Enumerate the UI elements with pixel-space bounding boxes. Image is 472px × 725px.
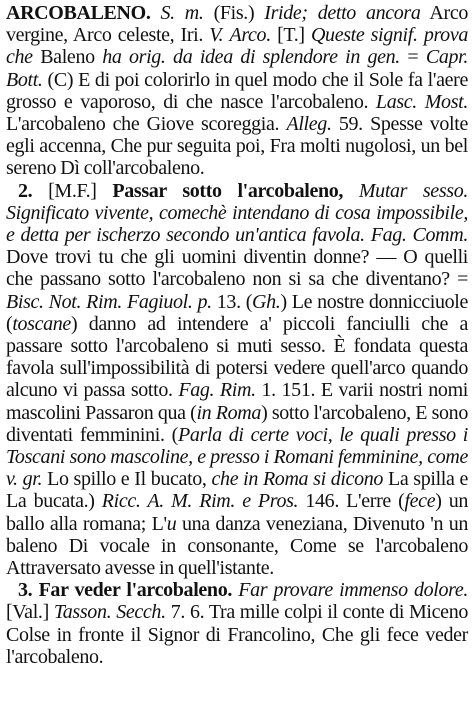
entry-text-segment: 2. — [18, 179, 33, 202]
entry-text-segment: Baleno — [32, 46, 103, 69]
entry-text-segment: Gh. — [252, 290, 281, 313]
entry-text-segment: Parla di certe voci, le quali presso i Toscani sono mascoline, e presso i Romani femminine, come v. gr. — [6, 423, 469, 491]
entry-text-segment: ) Le nostre donnicciuole ( — [6, 290, 469, 335]
entry-text-segment: ) sotto l'arcobaleno, E sono diventati femminini. ( — [6, 401, 468, 446]
entry-text-segment — [343, 180, 359, 202]
entry-text-segment: Tasson. Secch. — [53, 601, 166, 624]
dictionary-sense-2 — [6, 180, 468, 580]
entry-text-segment: ha orig. da idea di splendore in gen. — [102, 46, 400, 69]
entry-text-segment: Arco vergine, Arco celeste, Iri. — [6, 2, 468, 47]
entry-text-segment: L'arcobaleno che Giove scoreggia. — [6, 113, 287, 136]
entry-text-segment: 13. ( — [211, 290, 253, 313]
entry-text-segment: Iride; detto ancora — [264, 2, 421, 24]
entry-text-segment: 7. 6. Tra mille colpi il conte di Miceno Colse in fronte il Signor di Francolino, Che gli fece veder l'arcobaleno. — [6, 601, 468, 668]
entry-text-segment: Passar sotto l'arcobaleno, — [112, 179, 344, 202]
entry-text-segment: La spilla e La bucata.) — [6, 468, 468, 513]
entry-text-segment: = — [399, 46, 426, 69]
dictionary-sense-3 — [6, 579, 468, 668]
entry-text-segment: [M.F.] — [32, 179, 113, 202]
entry-text-segment: Fag. Rim. — [178, 379, 256, 402]
entry-text-segment: Queste signif. prova che — [6, 24, 469, 69]
entry-text-segment: in Roma — [196, 401, 262, 424]
entry-text-segment: Fag. Comm. — [370, 224, 468, 247]
entry-text-segment: Lo spillo e Il bucato, — [42, 468, 212, 491]
entry-text-segment: u — [166, 512, 177, 535]
entry-text-segment: Arco. — [229, 24, 271, 47]
entry-text-segment: una danza veneziana, Divenuto 'n un baleno Di vocale in consonante, Come se l'arcobaleno Attraversato avesse in quell'istante. — [6, 512, 469, 580]
entry-text-segment: ARCOBALENO. — [6, 2, 151, 24]
entry-text-segment: Mutar sesso. Significato vivente, comechè intendano di cosa impossibile, e detta per ischerzo secondo un'antica favola. — [6, 179, 468, 247]
entry-text-segment: Alleg. — [286, 113, 332, 136]
entry-text-segment: V. — [209, 24, 224, 47]
entry-text-segment: Dove trovi tu che gli uomini diventin donne? — O quelli che passano sotto l'arcobaleno non si sa che diventano? = — [6, 246, 468, 291]
entry-text-segment: che in Roma si dicono — [211, 468, 384, 491]
entry-text-segment: S. m. — [150, 2, 204, 24]
entry-text-segment: [T.] — [270, 24, 311, 47]
entry-text-segment: (C) E di poi colorirlo in quel modo che il Sole fa l'aere grosso e vaporoso, di che nasce l'arcobaleno. — [6, 68, 468, 113]
entry-text-segment: 146. L'erre ( — [298, 490, 405, 513]
entry-text-segment: Far veder l'arcobaleno. — [38, 579, 233, 602]
entry-text-segment: (Fis.) — [203, 2, 265, 24]
entry-text-segment: ) un ballo alla romana; L' — [6, 490, 469, 535]
entry-text-segment: toscane — [12, 312, 71, 335]
entry-text-segment: ) danno ad intendere a' piccoli fanciulli che a passare sotto l'arcobaleno si muti sesso. È fondata questa favola sull'impossibilità di potersi vedere quell'arco quando alcuno vi passa sotto. — [6, 312, 468, 402]
entry-text-segment: Lasc. Most. — [375, 90, 468, 113]
dictionary-entry-arcobaleno — [6, 2, 468, 180]
entry-text-segment: Capr. Bott. — [6, 46, 468, 91]
entry-text-segment: 3. — [18, 579, 33, 602]
entry-text-segment: Far provare immenso dolore. — [238, 579, 469, 602]
entry-text-segment: Bisc. Not. Rim. Fagiuol. p. — [6, 290, 212, 313]
dictionary-page — [6, 2, 468, 668]
entry-text-segment: 1. 151. E varii nostri nomi mascolini Passaron qua ( — [6, 379, 468, 424]
entry-text-segment: 59. Spesse volte egli accenna, Che pur seguita poi, Fra molti nugolosi, un bel sereno Dì coll'arcobaleno. — [6, 113, 468, 180]
entry-text-segment: [Val.] — [6, 601, 54, 624]
entry-text-segment: fece — [404, 490, 436, 513]
entry-text-segment: Ricc. A. M. Rim. e Pros. — [101, 490, 299, 513]
